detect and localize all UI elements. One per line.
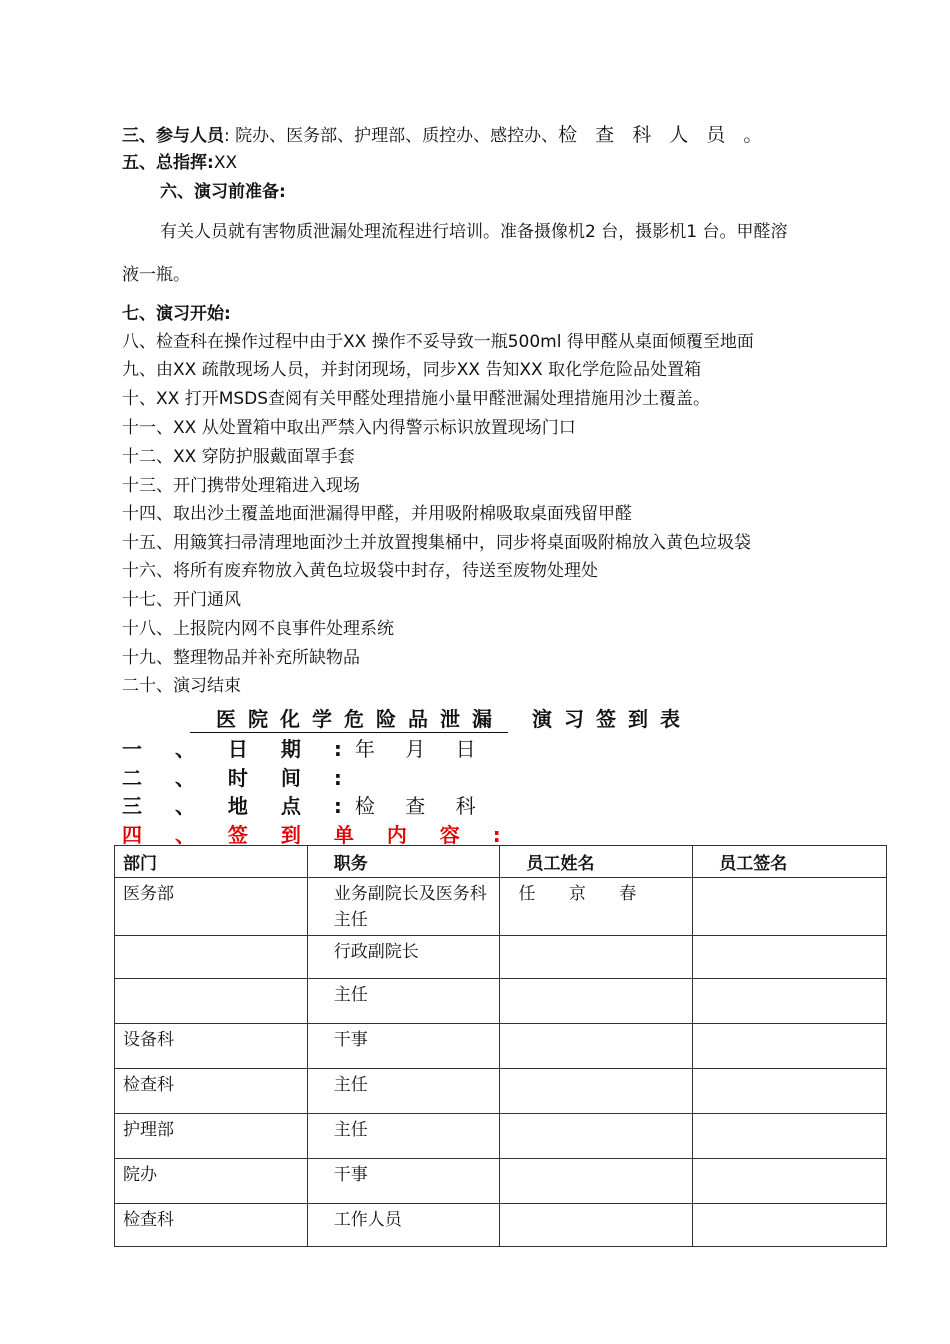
prep-heading: 六、演习前准备: xyxy=(160,182,286,202)
date-label: 一 、 日 期 : xyxy=(122,737,355,761)
step-item: 八、检查科在操作过程中由于XX 操作不妥导致一瓶500ml 得甲醛从桌面倾覆至地面 xyxy=(122,332,754,352)
participants-label: 三、参与人员 xyxy=(122,126,224,146)
name-cell[interactable] xyxy=(500,1114,693,1159)
signature-cell[interactable] xyxy=(693,1069,887,1114)
dept-cell: 院办 xyxy=(115,1159,308,1204)
prep-text-line1: 有关人员就有害物质泄漏处理流程进行培训。准备摄像机2 台，摄影机1 台。甲醛溶 xyxy=(160,222,788,242)
position-cell: 干事 xyxy=(307,1159,500,1204)
table-row xyxy=(115,1069,887,1114)
position-cell: 干事 xyxy=(307,1024,500,1069)
step-item: 十五、用簸箕扫帚清理地面沙土并放置搜集桶中，同步将桌面吸附棉放入黄色垃圾袋 xyxy=(122,533,751,553)
name-cell[interactable] xyxy=(500,1204,693,1247)
dept-cell: 医务部 xyxy=(115,878,308,936)
table-row xyxy=(115,1114,887,1159)
signin-table xyxy=(114,845,887,1247)
table-row xyxy=(115,1024,887,1069)
header-cell: 员工签名 xyxy=(693,846,887,878)
signature-cell[interactable] xyxy=(693,1159,887,1204)
step-item: 十二、XX 穿防护服戴面罩手套 xyxy=(122,447,355,467)
step-item: 十六、将所有废弃物放入黄色垃圾袋中封存，待送至废物处理处 xyxy=(122,561,598,581)
table-header-row xyxy=(115,846,887,878)
signature-cell[interactable] xyxy=(693,1024,887,1069)
position-cell: 工作人员 xyxy=(307,1204,500,1247)
table-row xyxy=(115,979,887,1024)
content-label: 四 、 签 到 单 内 容 : xyxy=(122,823,514,847)
table-row xyxy=(115,1204,887,1247)
commander-value: XX xyxy=(213,153,238,173)
table-row xyxy=(115,936,887,979)
time-label: 二 、 时 间 : xyxy=(122,766,355,790)
signin-title xyxy=(190,703,692,732)
dept-cell xyxy=(115,936,308,979)
header-cell: 部门 xyxy=(115,846,308,878)
step-item: 十四、取出沙土覆盖地面泄漏得甲醛，并用吸附棉吸取桌面残留甲醛 xyxy=(122,504,632,524)
prep-text-line2: 液一瓶。 xyxy=(122,265,190,285)
step-item: 十三、开门携带处理箱进入现场 xyxy=(122,476,360,496)
name-cell[interactable] xyxy=(500,1069,693,1114)
date-row xyxy=(122,733,488,762)
name-cell[interactable] xyxy=(500,1024,693,1069)
participants-line xyxy=(122,124,768,147)
name-cell[interactable] xyxy=(500,1159,693,1204)
step-item: 二十、演习结束 xyxy=(122,676,241,696)
header-cell: 员工姓名 xyxy=(500,846,693,878)
dept-cell: 护理部 xyxy=(115,1114,308,1159)
step-item: 九、由XX 疏散现场人员，并封闭现场，同步XX 告知XX 取化学危险品处置箱 xyxy=(122,360,702,380)
name-cell[interactable] xyxy=(500,979,693,1024)
name-cell: 任 京 春 xyxy=(500,878,693,936)
place-row xyxy=(122,790,488,819)
signin-title-part1: 医院化学危险品泄漏 xyxy=(190,707,508,733)
position-cell: 行政副院长 xyxy=(307,936,500,979)
position-cell: 主任 xyxy=(307,1114,500,1159)
start-heading: 七、演习开始: xyxy=(122,304,231,324)
position-cell: 主任 xyxy=(307,979,500,1024)
signature-cell[interactable] xyxy=(693,1114,887,1159)
dept-cell: 设备科 xyxy=(115,1024,308,1069)
table-row xyxy=(115,878,887,936)
position-cell: 业务副院长及医务科主任 xyxy=(307,878,500,936)
place-value: 检 查 科 xyxy=(354,794,488,818)
commander-label: 五、总指挥: xyxy=(122,153,214,173)
participants-text: : 院办、医务部、护理部、质控办、感控办、 xyxy=(224,126,559,146)
name-cell[interactable] xyxy=(500,936,693,979)
table-row xyxy=(115,1159,887,1204)
signature-cell[interactable] xyxy=(693,1204,887,1247)
position-cell: 主任 xyxy=(307,1069,500,1114)
dept-cell xyxy=(115,979,308,1024)
step-item: 十一、XX 从处置箱中取出严禁入内得警示标识放置现场门口 xyxy=(122,418,576,438)
participants-spaced: 检 查 科 人 员 。 xyxy=(558,124,769,146)
dept-cell: 检查科 xyxy=(115,1069,308,1114)
header-cell: 职务 xyxy=(307,846,500,878)
step-item: 十八、上报院内网不良事件处理系统 xyxy=(122,619,394,639)
dept-cell: 检查科 xyxy=(115,1204,308,1247)
signature-cell[interactable] xyxy=(693,979,887,1024)
commander-line xyxy=(122,152,237,174)
signature-cell[interactable] xyxy=(693,936,887,979)
place-label: 三 、 地 点 : xyxy=(122,794,355,818)
step-item: 十九、整理物品并补充所缺物品 xyxy=(122,648,360,668)
signature-cell[interactable] xyxy=(693,878,887,936)
date-value: 年 月 日 xyxy=(354,737,488,761)
step-item: 十、XX 打开MSDS查阅有关甲醛处理措施小量甲醛泄漏处理措施用沙土覆盖。 xyxy=(122,389,711,409)
step-item: 十七、开门通风 xyxy=(122,590,241,610)
signin-title-part2: 演习签到表 xyxy=(532,707,692,731)
